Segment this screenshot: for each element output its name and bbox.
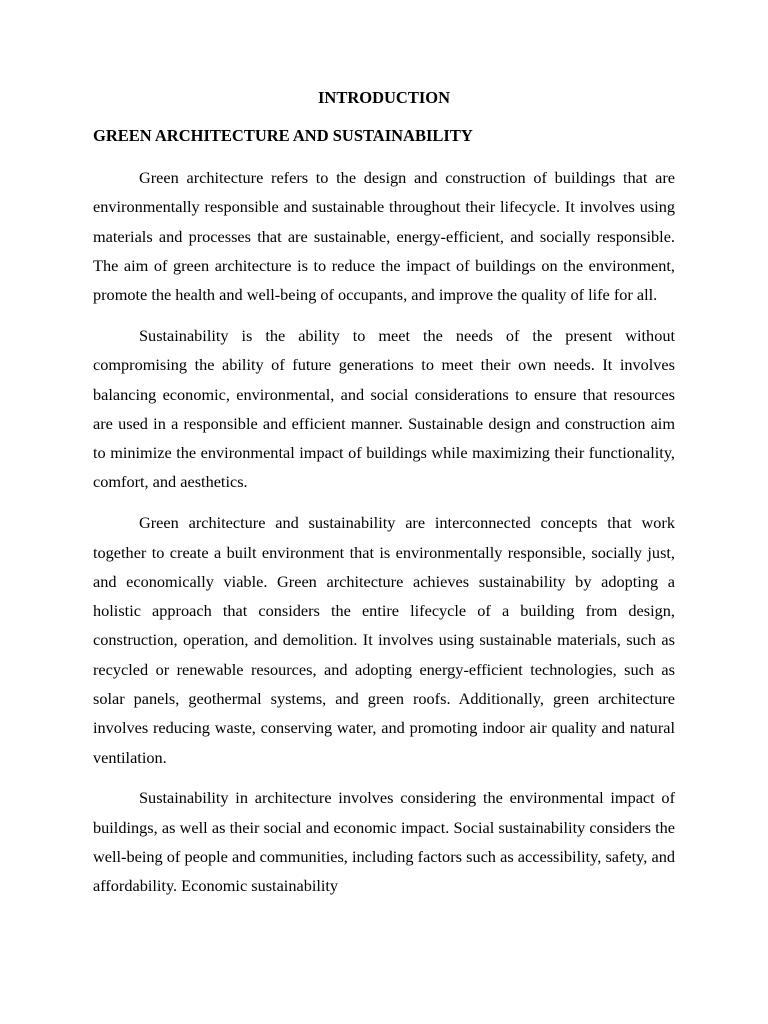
section-heading: GREEN ARCHITECTURE AND SUSTAINABILITY [93,126,473,145]
paragraph-sustainability-in-architecture: Sustainability in architecture involves considering the environmental impact of buildings, as well as their social and economic impact. Social sustainability considers the well-being of people and communities, including factors such as accessibility, safety, and affordability. Economic sustainability [93,788,675,896]
page-title: INTRODUCTION [317,88,451,107]
paragraph-green-architecture-definition: Green architecture refers to the design and construction of buildings that are environmentally responsible and sustainable throughout their lifecycle. It involves using materials and processes that are sustainable, energy-efficient, and socially responsible. The aim of green architecture is to reduce the impact of buildings on the environment, promote the health and well-being of occupants, and improve the quality of life for all. [93,168,675,305]
paragraph-sustainability-definition: Sustainability is the ability to meet the needs of the present without compromising the ability of future generations to meet their own needs. It involves balancing economic, environmental, and social considerations to ensure that resources are used in a responsible and efficient manner. Sustainable design and construction aim to minimize the environmental impact of buildings while maximizing their functionality, comfort, and aesthetics. [93,325,675,492]
paragraph-interconnected-concepts: Green architecture and sustainability are interconnected concepts that work together to create a built environment that is environmentally responsible, socially just, and economically viable. Green architecture achieves sustainability by adopting a holistic approach that considers the entire lifecycle of a building from design, construction, operation, and demolition. It involves using sustainable materials, such as recycled or renewable resources, and adopting energy-efficient technologies, such as solar panels, geothermal systems, and green roofs. Additionally, green architecture involves reducing waste, conserving water, and promoting indoor air quality and natural ventilation. [93,513,675,767]
body-text [93,163,675,901]
